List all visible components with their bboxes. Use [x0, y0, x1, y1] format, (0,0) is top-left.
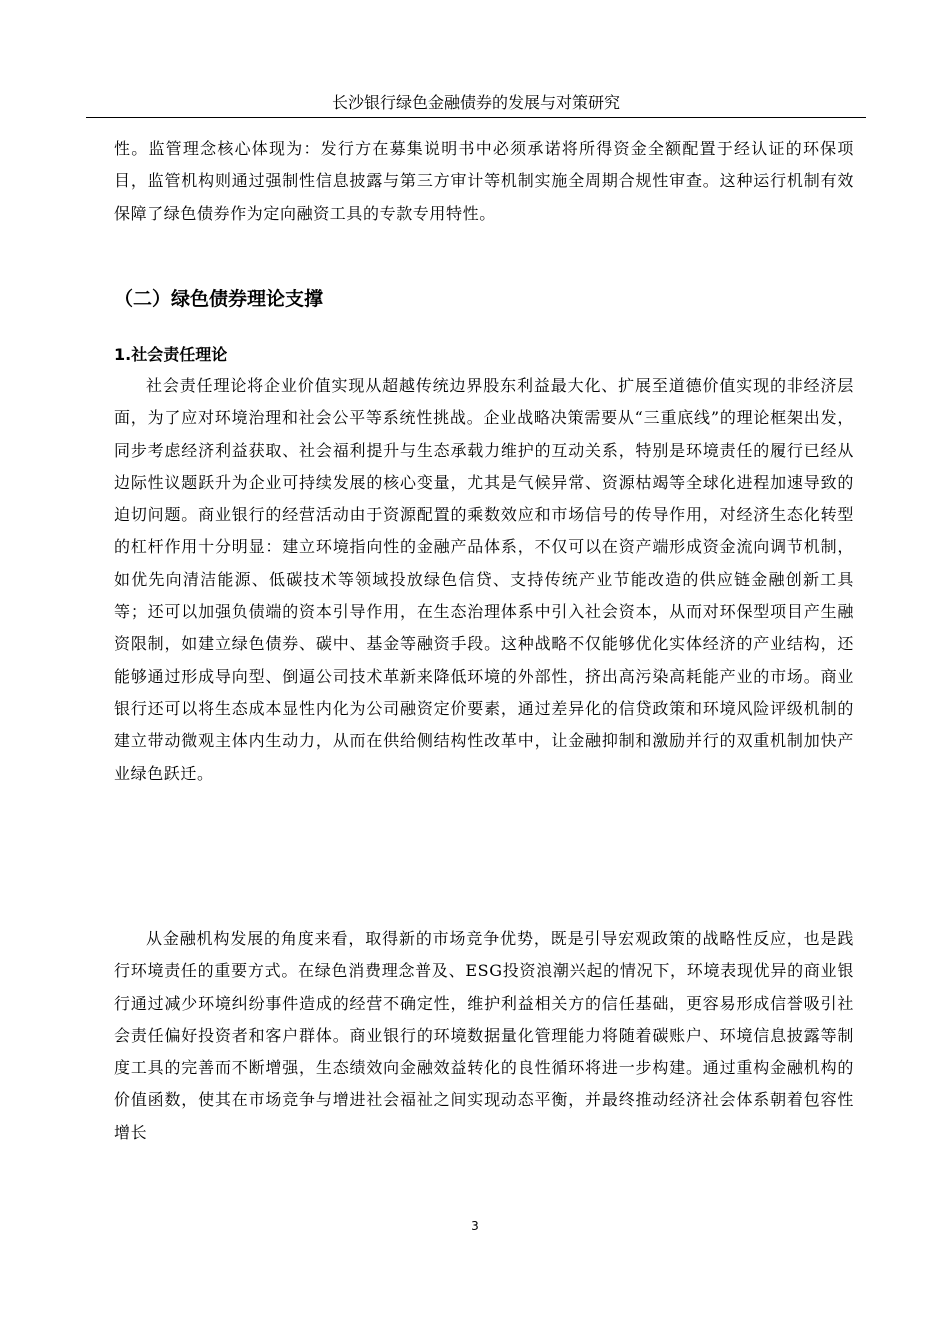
- header-title: 长沙银行绿色金融债券的发展与对策研究: [331, 93, 620, 112]
- paragraph-financial-institution: 从金融机构发展的角度来看，取得新的市场竞争优势，既是引导宏观政策的战略性反应，也是践行环境责任的重要方式。在绿色消费理念普及、ESG投资浪潮兴起的情况下，环境表现优异的商业银行通过减少环境纠纷事件造成的经营不确定性，维护利益相关方的信任基础，更容易形成信誉吸引社会责任偏好投资者和客户群体。商业银行的环境数据量化管理能力将随着碳账户、环境信息披露等制度工具的完善而不断增强，生态绩效向金融效益转化的良性循环将进一步构建。通过重构金融机构的价值函数，使其在市场竞争与增进社会福祉之间实现动态平衡，并最终推动经济社会体系朝着包容性增长: [114, 929, 854, 1142]
- page-number: 3: [471, 1219, 479, 1233]
- subsection-heading: 1.社会责任理论: [114, 345, 228, 364]
- paragraph-social-responsibility: 社会责任理论将企业价值实现从超越传统边界股东利益最大化、扩展至道德价值实现的非经济层面，为了应对环境治理和社会公平等系统性挑战。企业战略决策需要从“三重底线”的理论框架出发，同步考虑经济利益获取、社会福利提升与生态承载力维护的互动关系，特别是环境责任的履行已经从边际性议题跃升为企业可持续发展的核心变量，尤其是气候异常、资源枯竭等全球化进程加速导致的迫切问题。商业银行的经营活动由于资源配置的乘数效应和市场信号的传导作用，对经济生态化转型的杠杆作用十分明显：建立环境指向性的金融产品体系，不仅可以在资产端形成资金流向调节机制，如优先向清洁能源、低碳技术等领域投放绿色信贷、支持传统产业节能改造的供应链金融创新工具等；还可以加强负债端的资本引导作用，在生态治理体系中引入社会资本，从而对环保型项目产生融资限制，如建立绿色债券、碳中、基金等融资手段。这种战略不仅能够优化实体经济的产业结构，还能够通过形成导向型、倒逼公司技术革新来降低环境的外部性，挤出高污染高耗能产业的市场。商业银行还可以将生态成本显性内化为公司融资定价要素，通过差异化的信贷政策和环境风险评级机制的建立带动微观主体内生动力，从而在供给侧结构性改革中，让金融抑制和激励并行的双重机制加快产业绿色跃迁。: [114, 376, 854, 783]
- page-header: [86, 93, 866, 118]
- section-heading: （二）绿色债券理论支撑: [114, 288, 324, 310]
- paragraph-continued: 性。监管理念核心体现为：发行方在募集说明书中必须承诺将所得资金全额配置于经认证的环保项目，监管机构则通过强制性信息披露与第三方审计等机制实施全周期合规性审查。这种运行机制有效保障了绿色债券作为定向融资工具的专款专用特性。: [114, 139, 854, 223]
